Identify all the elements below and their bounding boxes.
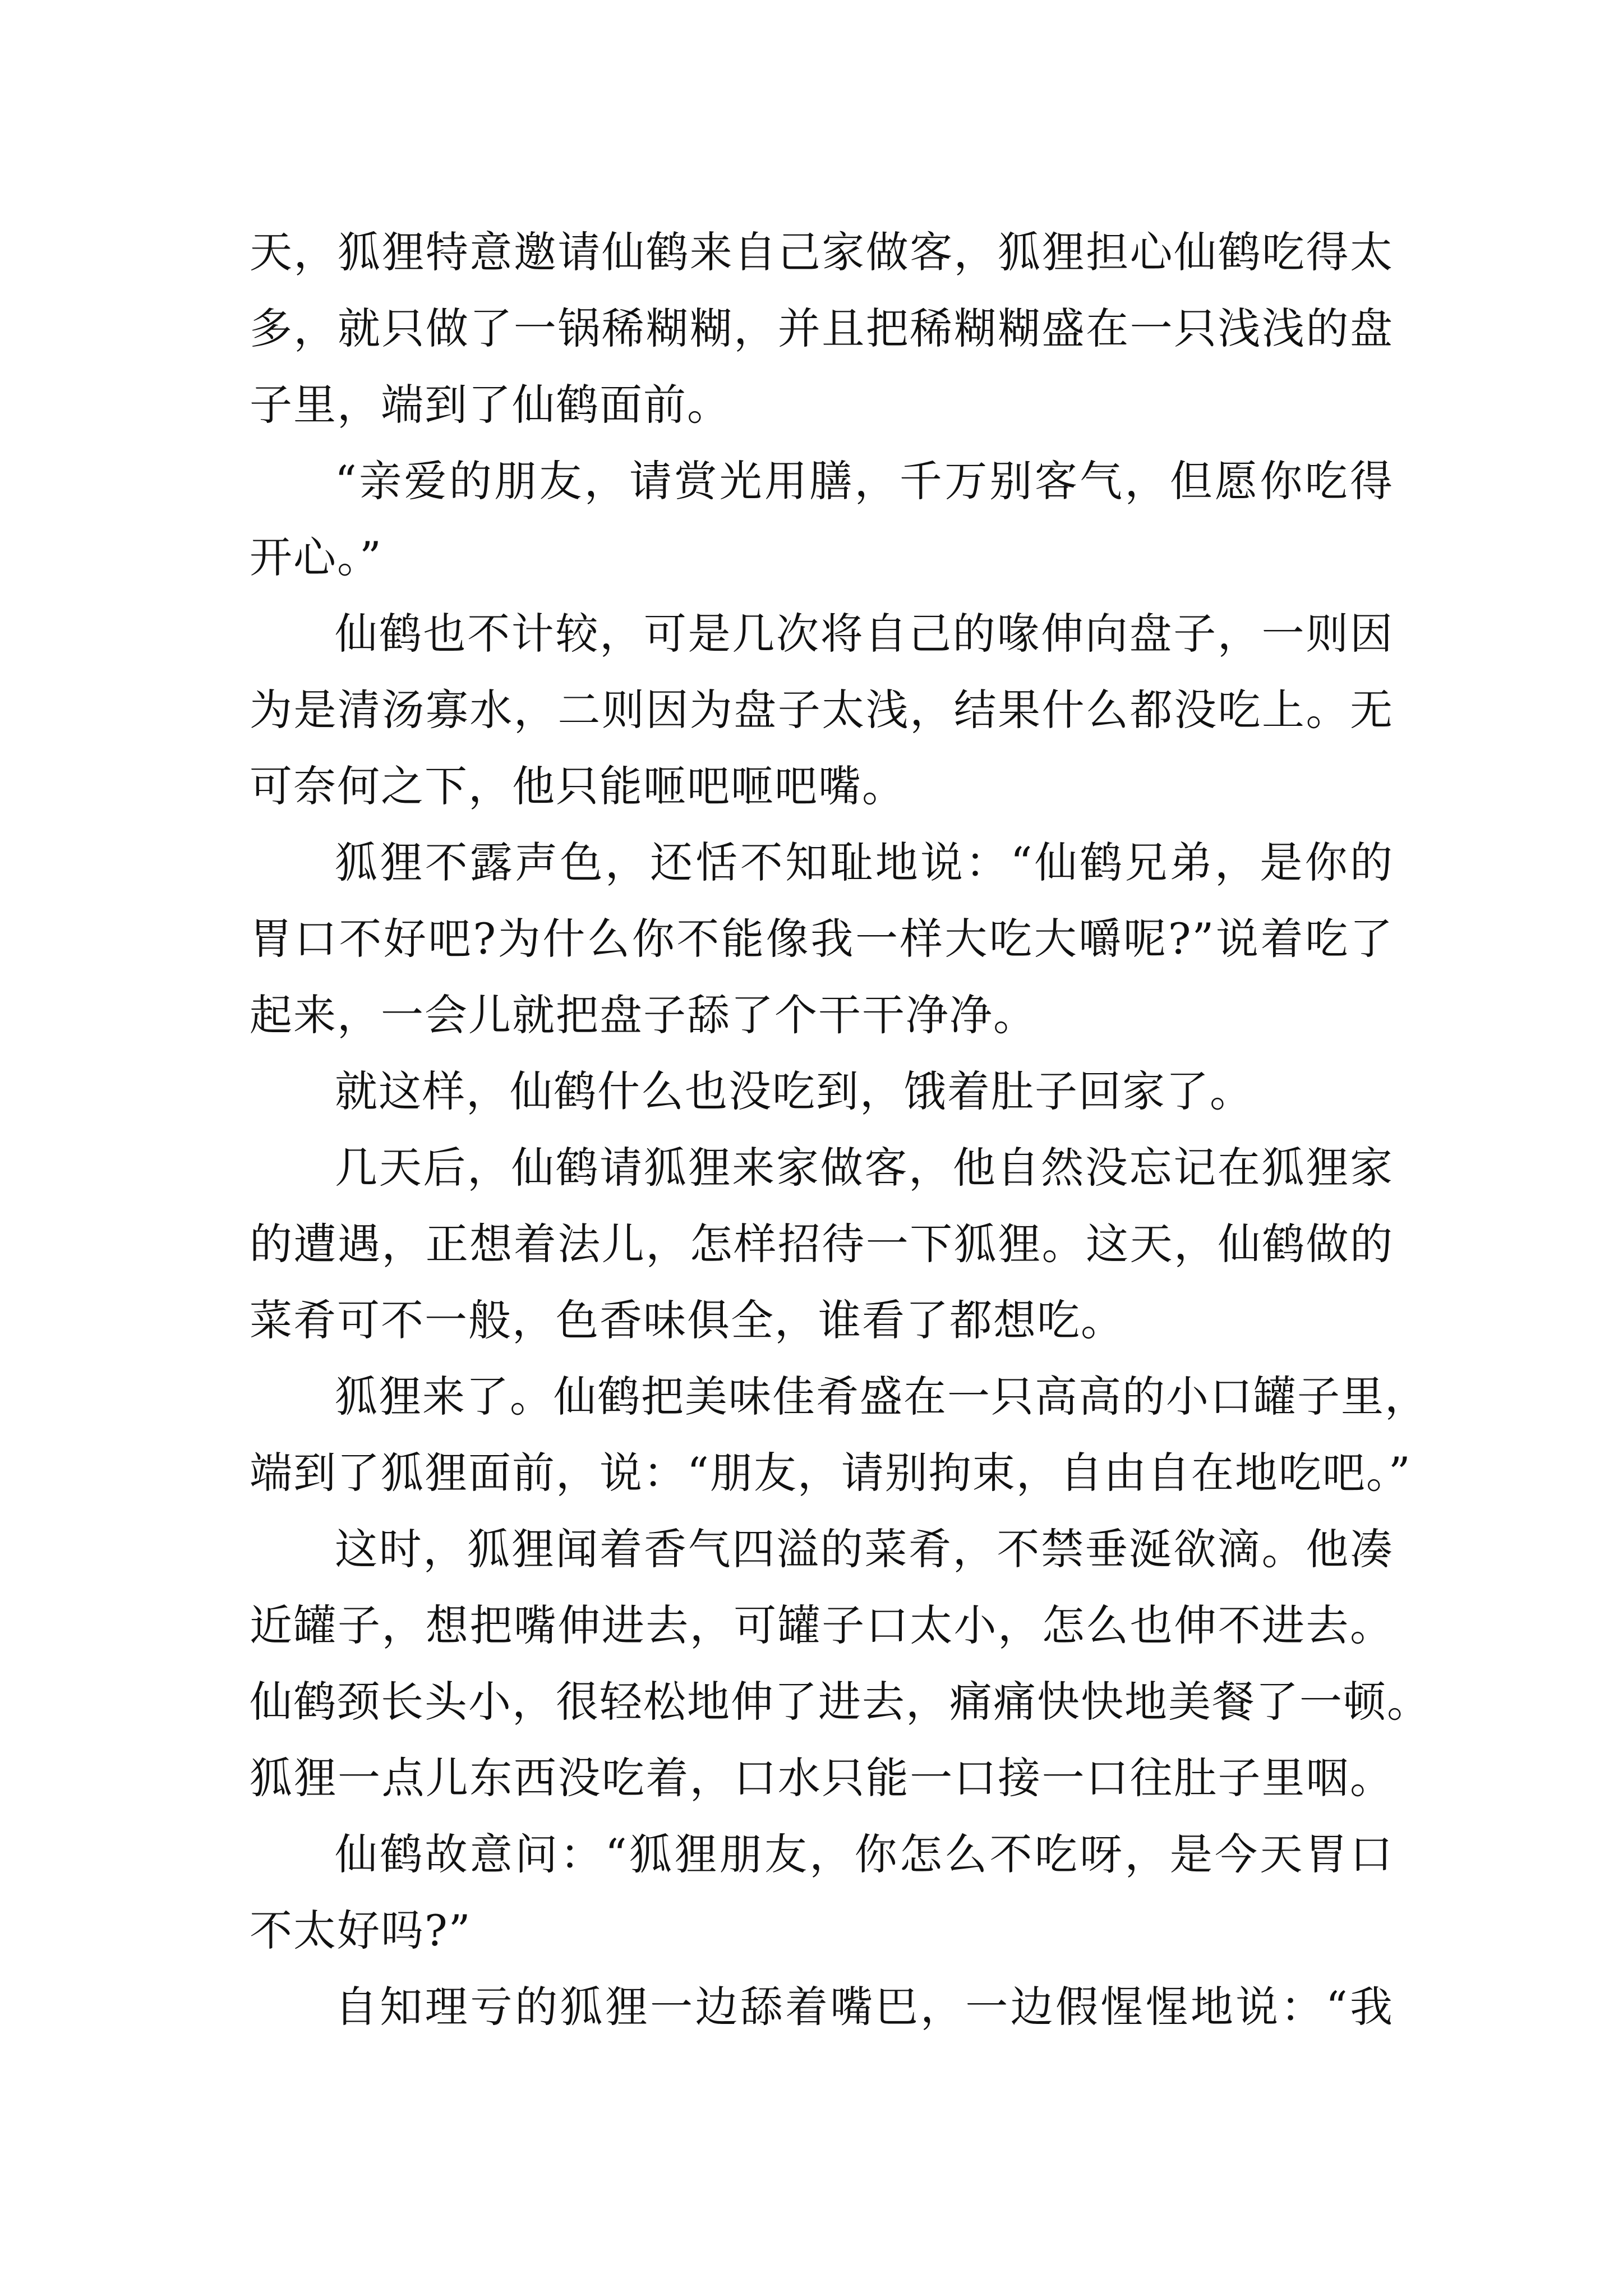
text-line: 就这样，仙鹤什么也没吃到，饿着肚子回家了。 [335,1066,1253,1116]
text-line: 端到了狐狸面前，说：“朋友，请别拘束，自由自在地吃吧。” [250,1448,1412,1498]
text-line: 菜肴可不一般，色香味俱全，谁看了都想吃。 [250,1295,1124,1345]
text-line: 子里，端到了仙鹤面前。 [250,380,731,430]
story-text [250,214,1431,2045]
text-line: 狐狸一点儿东西没吃着，口水只能一口接一口往肚子里咽。 [250,1753,1394,1803]
text-line: 仙鹤故意问：“狐狸朋友，你怎么不吃呀，是今天胃口 [335,1829,1394,1879]
text-line: 仙鹤也不计较，可是几次将自己的喙伸向盘子，一则因 [335,609,1394,659]
text-line: 这时，狐狸闻着香气四溢的菜肴，不禁垂涎欲滴。他凑 [335,1524,1394,1574]
text-line: 胃口不好吧?为什么你不能像我一样大吃大嚼呢?”说着吃了 [250,914,1394,964]
text-line: 几天后，仙鹤请狐狸来家做客，他自然没忘记在狐狸家 [335,1143,1394,1193]
text-line: 自知理亏的狐狸一边舔着嘴巴，一边假惺惺地说：“我 [335,1982,1394,2032]
text-line: “亲爱的朋友，请赏光用膳，千万别客气，但愿你吃得 [335,456,1394,506]
text-line: 不太好吗?” [250,1906,472,1955]
text-line: 仙鹤颈长头小，很轻松地伸了进去，痛痛快快地美餐了一顿。 [250,1677,1431,1727]
text-line: 多，就只做了一锅稀糊糊，并且把稀糊糊盛在一只浅浅的盘 [250,303,1394,353]
text-line: 起来，一会儿就把盘子舔了个干干净净。 [250,990,1037,1040]
text-line: 可奈何之下，他只能咂吧咂吧嘴。 [250,761,906,811]
text-line: 天，狐狸特意邀请仙鹤来自己家做客，狐狸担心仙鹤吃得太 [250,227,1394,277]
text-line: 狐狸不露声色，还恬不知耻地说：“仙鹤兄弟，是你的 [335,838,1394,887]
text-line: 的遭遇，正想着法儿，怎样招待一下狐狸。这天，仙鹤做的 [250,1219,1394,1269]
text-line: 开心。” [250,532,382,582]
text-line: 狐狸来了。仙鹤把美味佳肴盛在一只高高的小口罐子里， [335,1372,1428,1421]
text-line: 为是清汤寡水，二则因为盘子太浅，结果什么都没吃上。无 [250,685,1394,735]
text-line: 近罐子，想把嘴伸进去，可罐子口太小，怎么也伸不进去。 [250,1600,1394,1650]
